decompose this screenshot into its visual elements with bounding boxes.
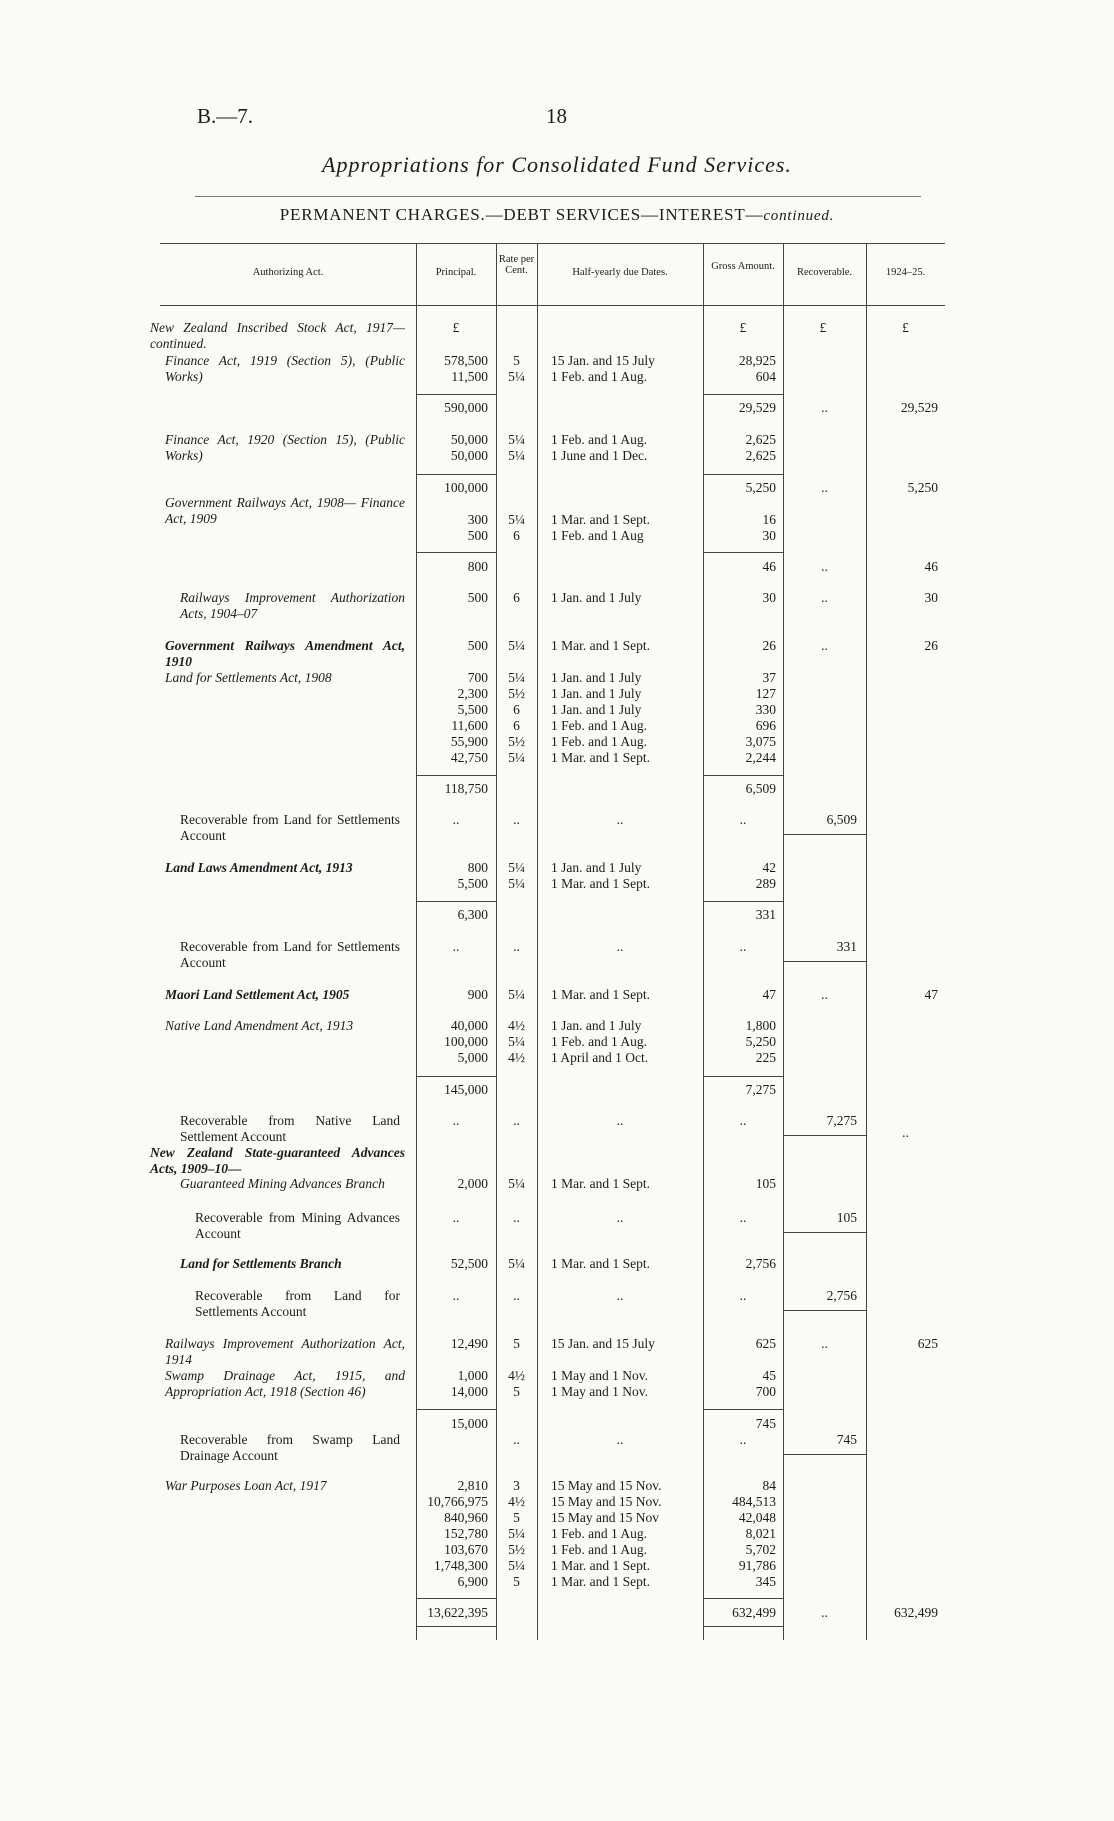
filler-dots: .. [616, 1288, 624, 1303]
rule [703, 1598, 783, 1599]
col-header-recoverable: Recoverable. [796, 267, 853, 278]
filler-dots: .. [739, 1113, 747, 1128]
recoverable-value: 2,756 [826, 1288, 857, 1303]
year-total-value: 625 [917, 1336, 938, 1351]
gross-value: 331 [755, 907, 776, 922]
rate-value: 5¼ [508, 1558, 525, 1573]
recoverable-value: 6,509 [826, 812, 857, 827]
currency-year: £ [902, 320, 909, 335]
gross-value: 700 [755, 1384, 776, 1399]
gross-value: 604 [755, 369, 776, 384]
filler-dots: .. [513, 1210, 520, 1225]
gross-value: 3,075 [745, 734, 776, 749]
principal-value: 500 [467, 590, 488, 605]
due-dates-value: 1 May and 1 Nov. [551, 1384, 648, 1399]
rule [703, 394, 783, 395]
currency-gross: £ [739, 320, 747, 335]
col-header-principal: Principal. [435, 267, 477, 278]
rule [160, 243, 945, 244]
principal-value: 6,300 [457, 907, 488, 922]
filler-dots: .. [739, 939, 747, 954]
rule [416, 1626, 496, 1627]
rule [703, 1409, 783, 1410]
gross-value: 47 [762, 987, 776, 1002]
rate-value: 6 [513, 528, 520, 543]
filler-dots: .. [452, 812, 460, 827]
act-label: New Zealand Inscribed Stock Act, 1917—continued. [150, 320, 405, 351]
rate-value: 5¼ [508, 638, 525, 653]
filler-dots: .. [616, 939, 624, 954]
gross-value: 696 [755, 718, 776, 733]
filler-dots: .. [513, 812, 520, 827]
rate-value: 5½ [508, 734, 525, 749]
act-label: Land for Settlements Act, 1908 [165, 670, 332, 685]
title-rule [195, 196, 921, 197]
recoverable-value: 745 [836, 1432, 857, 1447]
filler-dots: .. [739, 1432, 747, 1447]
due-dates-value: 1 Feb. and 1 Aug. [551, 432, 647, 447]
gross-value: 2,244 [745, 750, 776, 765]
principal-value: 300 [467, 512, 488, 527]
principal-value: 5,500 [457, 702, 488, 717]
filler-dots: .. [616, 1210, 624, 1225]
year-total-value: 29,529 [900, 400, 938, 415]
recoverable-value: 331 [836, 939, 857, 954]
gross-value: 2,625 [745, 448, 776, 463]
gross-value: 28,925 [738, 353, 776, 368]
rate-value: 5 [513, 1336, 520, 1351]
subtitle-main: PERMANENT CHARGES.—DEBT SERVICES—INTEREST— [279, 205, 764, 224]
gross-value: 42,048 [738, 1510, 776, 1525]
gross-value: 632,499 [732, 1605, 776, 1620]
principal-value: 103,670 [444, 1542, 488, 1557]
rate-value: 5 [513, 1510, 520, 1525]
principal-value: 5,500 [457, 876, 488, 891]
filler-dots: .. [821, 559, 828, 574]
filler-dots: .. [513, 1288, 520, 1303]
due-dates-value: 15 May and 15 Nov. [551, 1478, 662, 1493]
due-dates-value: 15 Jan. and 15 July [551, 1336, 655, 1351]
gross-value: 625 [755, 1336, 776, 1351]
principal-value: 500 [467, 528, 488, 543]
act-label: Maori Land Settlement Act, 1905 [165, 987, 350, 1002]
gross-value: 105 [755, 1176, 776, 1191]
gross-value: 330 [755, 702, 776, 717]
rate-value: 5¼ [508, 1034, 525, 1049]
principal-value: 40,000 [450, 1018, 488, 1033]
rate-value: 4½ [508, 1018, 525, 1033]
rate-value: 3 [513, 1478, 520, 1493]
gross-value: 8,021 [745, 1526, 776, 1541]
rate-value: 5¼ [508, 1526, 525, 1541]
principal-value: 2,000 [457, 1176, 488, 1191]
rate-value: 5¼ [508, 512, 525, 527]
recoverable-value: 7,275 [826, 1113, 857, 1128]
due-dates-value: 1 Feb. and 1 Aug [551, 528, 644, 543]
rate-value: 5¼ [508, 1176, 525, 1191]
due-dates-value: 1 Jan. and 1 July [551, 590, 642, 605]
due-dates-value: 1 Mar. and 1 Sept. [551, 876, 650, 891]
principal-value: 12,490 [450, 1336, 488, 1351]
rate-value: 4½ [508, 1050, 525, 1065]
principal-value: 100,000 [444, 480, 488, 495]
gross-value: 745 [755, 1416, 776, 1431]
gross-value: 289 [755, 876, 776, 891]
act-label: Railways Improvement Authorization Act, 1914 [165, 1336, 405, 1367]
rate-value: 5¼ [508, 1256, 525, 1271]
filler-dots: .. [821, 590, 828, 605]
rule [416, 1598, 496, 1599]
rule [416, 1076, 496, 1077]
principal-value: 11,500 [451, 369, 488, 384]
principal-value: 100,000 [444, 1034, 488, 1049]
act-label: Finance Act, 1920 (Section 15), (Public Works) [165, 432, 405, 463]
principal-value: 900 [467, 987, 488, 1002]
rule [416, 552, 496, 553]
col-header-rate: Rate per Cent. [498, 254, 535, 276]
rate-value: 5 [513, 1574, 520, 1589]
gross-value: 2,625 [745, 432, 776, 447]
principal-value: 42,750 [450, 750, 488, 765]
year-total-value: 632,499 [894, 1605, 938, 1620]
filler-dots: .. [821, 400, 828, 415]
due-dates-value: 1 Jan. and 1 July [551, 670, 642, 685]
gross-value: 84 [762, 1478, 776, 1493]
rule [783, 961, 866, 962]
principal-value: 11,600 [451, 718, 488, 733]
principal-value: 50,000 [450, 432, 488, 447]
principal-value: 1,000 [457, 1368, 488, 1383]
principal-value: 700 [467, 670, 488, 685]
rate-value: 5¼ [508, 670, 525, 685]
gross-value: 46 [762, 559, 776, 574]
page-title: Appropriations for Consolidated Fund Services. [322, 152, 792, 177]
col-header-act: Authorizing Act. [252, 267, 324, 278]
rule [703, 901, 783, 902]
gross-value: 30 [762, 590, 776, 605]
filler-dots: .. [902, 1125, 909, 1140]
rule [703, 474, 783, 475]
year-total-value: 46 [924, 559, 938, 574]
due-dates-value: 1 Mar. and 1 Sept. [551, 1558, 650, 1573]
due-dates-value: 15 Jan. and 15 July [551, 353, 655, 368]
filler-dots: .. [821, 1336, 828, 1351]
gross-value: 127 [755, 686, 776, 701]
rule [783, 834, 866, 835]
due-dates-value: 15 May and 15 Nov [551, 1510, 659, 1525]
gross-value: 1,800 [745, 1018, 776, 1033]
due-dates-value: 1 Feb. and 1 Aug. [551, 718, 647, 733]
due-dates-value: 1 Mar. and 1 Sept. [551, 1256, 650, 1271]
filler-dots: .. [513, 1432, 520, 1447]
currency-principal: £ [452, 320, 460, 335]
due-dates-value: 1 Mar. and 1 Sept. [551, 512, 650, 527]
rate-value: 5¼ [508, 432, 525, 447]
gross-value: 5,250 [745, 480, 776, 495]
rule [703, 552, 783, 553]
principal-value: 10,766,975 [427, 1494, 488, 1509]
filler-dots: .. [452, 939, 460, 954]
principal-value: 500 [467, 638, 488, 653]
rate-value: 5¼ [508, 448, 525, 463]
rate-value: 6 [513, 718, 520, 733]
act-label: Land for Settlements Branch [180, 1256, 342, 1271]
recoverable-label: Recoverable from Land for Settlements Account [180, 939, 400, 970]
subtitle-continued: continued. [763, 208, 835, 224]
filler-dots: .. [616, 812, 624, 827]
due-dates-value: 1 April and 1 Oct. [551, 1050, 649, 1065]
principal-value: 145,000 [444, 1082, 488, 1097]
due-dates-value: 1 Feb. and 1 Aug. [551, 1542, 647, 1557]
act-label: Guaranteed Mining Advances Branch [180, 1176, 385, 1191]
act-label: Finance Act, 1919 (Section 5), (Public Works) [165, 353, 405, 384]
due-dates-value: 1 Mar. and 1 Sept. [551, 1176, 650, 1191]
gross-value: 45 [762, 1368, 776, 1383]
principal-value: 2,300 [457, 686, 488, 701]
act-label: Government Railways Amendment Act, 1910 [165, 638, 405, 669]
rule [416, 1409, 496, 1410]
gross-value: 30 [762, 528, 776, 543]
gross-value: 29,529 [738, 400, 776, 415]
gross-value: 6,509 [745, 781, 776, 796]
principal-value: 1,748,300 [434, 1558, 488, 1573]
due-dates-value: 1 Jan. and 1 July [551, 702, 642, 717]
act-label: Railways Improvement Authorization Acts, 1904–07 [180, 590, 405, 621]
due-dates-value: 1 Jan. and 1 July [551, 860, 642, 875]
gross-value: 7,275 [745, 1082, 776, 1097]
filler-dots: .. [452, 1113, 460, 1128]
act-label: Land Laws Amendment Act, 1913 [165, 860, 353, 875]
column-rule [866, 243, 867, 1640]
act-label: Swamp Drainage Act, 1915, and Appropriation Act, 1918 (Section 46) [165, 1368, 405, 1399]
filler-dots: .. [452, 1210, 460, 1225]
rate-value: 5 [513, 1384, 520, 1399]
col-header-year: 1924–25. [885, 267, 926, 278]
due-dates-value: 1 Feb. and 1 Aug. [551, 1034, 647, 1049]
rule [703, 1626, 783, 1627]
act-label: Native Land Amendment Act, 1913 [165, 1018, 354, 1033]
principal-value: 2,810 [457, 1478, 488, 1493]
recoverable-label: Recoverable from Land for Settlements Account [195, 1288, 400, 1319]
act-label: Government Railways Act, 1908— Finance Act, 1909 [165, 495, 405, 526]
year-total-value: 47 [924, 987, 938, 1002]
due-dates-value: 1 Mar. and 1 Sept. [551, 1574, 650, 1589]
gross-value: 42 [762, 860, 776, 875]
rule [703, 775, 783, 776]
section-subtitle [0, 205, 1114, 225]
filler-dots: .. [821, 1605, 828, 1620]
principal-value: 13,622,395 [427, 1605, 488, 1620]
gross-value: 26 [762, 638, 776, 653]
filler-dots: .. [821, 480, 828, 495]
filler-dots: .. [513, 1113, 520, 1128]
document-reference: B.—7. [197, 104, 254, 128]
recoverable-label: Recoverable from Native Land Settlement Account [180, 1113, 400, 1144]
page-number: 18 [546, 104, 567, 128]
rule [703, 1076, 783, 1077]
recoverable-value: 105 [836, 1210, 857, 1225]
recoverable-label: Recoverable from Mining Advances Account [195, 1210, 400, 1241]
gross-value: 345 [755, 1574, 776, 1589]
due-dates-value: 1 Mar. and 1 Sept. [551, 750, 650, 765]
filler-dots: .. [616, 1432, 624, 1447]
filler-dots: .. [513, 939, 520, 954]
year-total-value: 5,250 [907, 480, 938, 495]
rate-value: 5¼ [508, 750, 525, 765]
rate-value: 4½ [508, 1494, 525, 1509]
due-dates-value: 1 Jan. and 1 July [551, 1018, 642, 1033]
rule [783, 1135, 866, 1136]
principal-value: 6,900 [457, 1574, 488, 1589]
rule [416, 394, 496, 395]
due-dates-value: 1 Mar. and 1 Sept. [551, 987, 650, 1002]
due-dates-value: 1 Jan. and 1 July [551, 686, 642, 701]
currency-recoverable: £ [819, 320, 827, 335]
act-label: War Purposes Loan Act, 1917 [165, 1478, 327, 1493]
gross-value: 2,756 [745, 1256, 776, 1271]
due-dates-value: 1 Mar. and 1 Sept. [551, 638, 650, 653]
gross-value: 225 [755, 1050, 776, 1065]
due-dates-value: 1 June and 1 Dec. [551, 448, 648, 463]
principal-value: 118,750 [444, 781, 488, 796]
rate-value: 4½ [508, 1368, 525, 1383]
principal-value: 55,900 [450, 734, 488, 749]
gross-value: 37 [762, 670, 776, 685]
filler-dots: .. [616, 1113, 624, 1128]
rule [416, 901, 496, 902]
gross-value: 91,786 [738, 1558, 776, 1573]
rule [416, 474, 496, 475]
filler-dots: .. [739, 1288, 747, 1303]
rule [160, 305, 945, 306]
rate-value: 5¼ [508, 876, 525, 891]
filler-dots: .. [452, 1288, 460, 1303]
principal-value: 14,000 [450, 1384, 488, 1399]
due-dates-value: 1 Feb. and 1 Aug. [551, 734, 647, 749]
filler-dots: .. [821, 987, 828, 1002]
recoverable-label: Recoverable from Swamp Land Drainage Account [180, 1432, 400, 1463]
due-dates-value: 1 Feb. and 1 Aug. [551, 369, 647, 384]
gross-value: 484,513 [732, 1494, 776, 1509]
rule [783, 1310, 866, 1311]
due-dates-value: 15 May and 15 Nov. [551, 1494, 662, 1509]
principal-value: 5,000 [457, 1050, 488, 1065]
rate-value: 5¼ [508, 987, 525, 1002]
principal-value: 15,000 [450, 1416, 488, 1431]
gross-value: 5,250 [745, 1034, 776, 1049]
principal-value: 800 [467, 559, 488, 574]
rule [783, 1232, 866, 1233]
year-total-value: 26 [924, 638, 938, 653]
rate-value: 5¼ [508, 860, 525, 875]
rate-value: 5¼ [508, 369, 525, 384]
col-header-dates: Half-yearly due Dates. [572, 267, 668, 278]
rate-value: 6 [513, 702, 520, 717]
rule [416, 775, 496, 776]
rule [783, 1454, 866, 1455]
principal-value: 50,000 [450, 448, 488, 463]
year-total-value: 30 [924, 590, 938, 605]
act-label: New Zealand State-guaranteed Advances Acts, 1909–10— [150, 1145, 405, 1176]
principal-value: 590,000 [444, 400, 488, 415]
principal-value: 840,960 [444, 1510, 488, 1525]
rate-value: 5½ [508, 1542, 525, 1557]
principal-value: 52,500 [450, 1256, 488, 1271]
col-header-gross: Gross Amount. [711, 261, 775, 272]
due-dates-value: 1 May and 1 Nov. [551, 1368, 648, 1383]
filler-dots: .. [739, 812, 747, 827]
rate-value: 6 [513, 590, 520, 605]
filler-dots: .. [739, 1210, 747, 1225]
rate-value: 5 [513, 353, 520, 368]
recoverable-label: Recoverable from Land for Settlements Account [180, 812, 400, 843]
filler-dots: .. [821, 638, 828, 653]
due-dates-value: 1 Feb. and 1 Aug. [551, 1526, 647, 1541]
interest-table [150, 243, 945, 1643]
gross-value: 5,702 [745, 1542, 776, 1557]
principal-value: 800 [467, 860, 488, 875]
principal-value: 578,500 [444, 353, 488, 368]
principal-value: 152,780 [444, 1526, 488, 1541]
gross-value: 16 [762, 512, 776, 527]
rate-value: 5½ [508, 686, 525, 701]
